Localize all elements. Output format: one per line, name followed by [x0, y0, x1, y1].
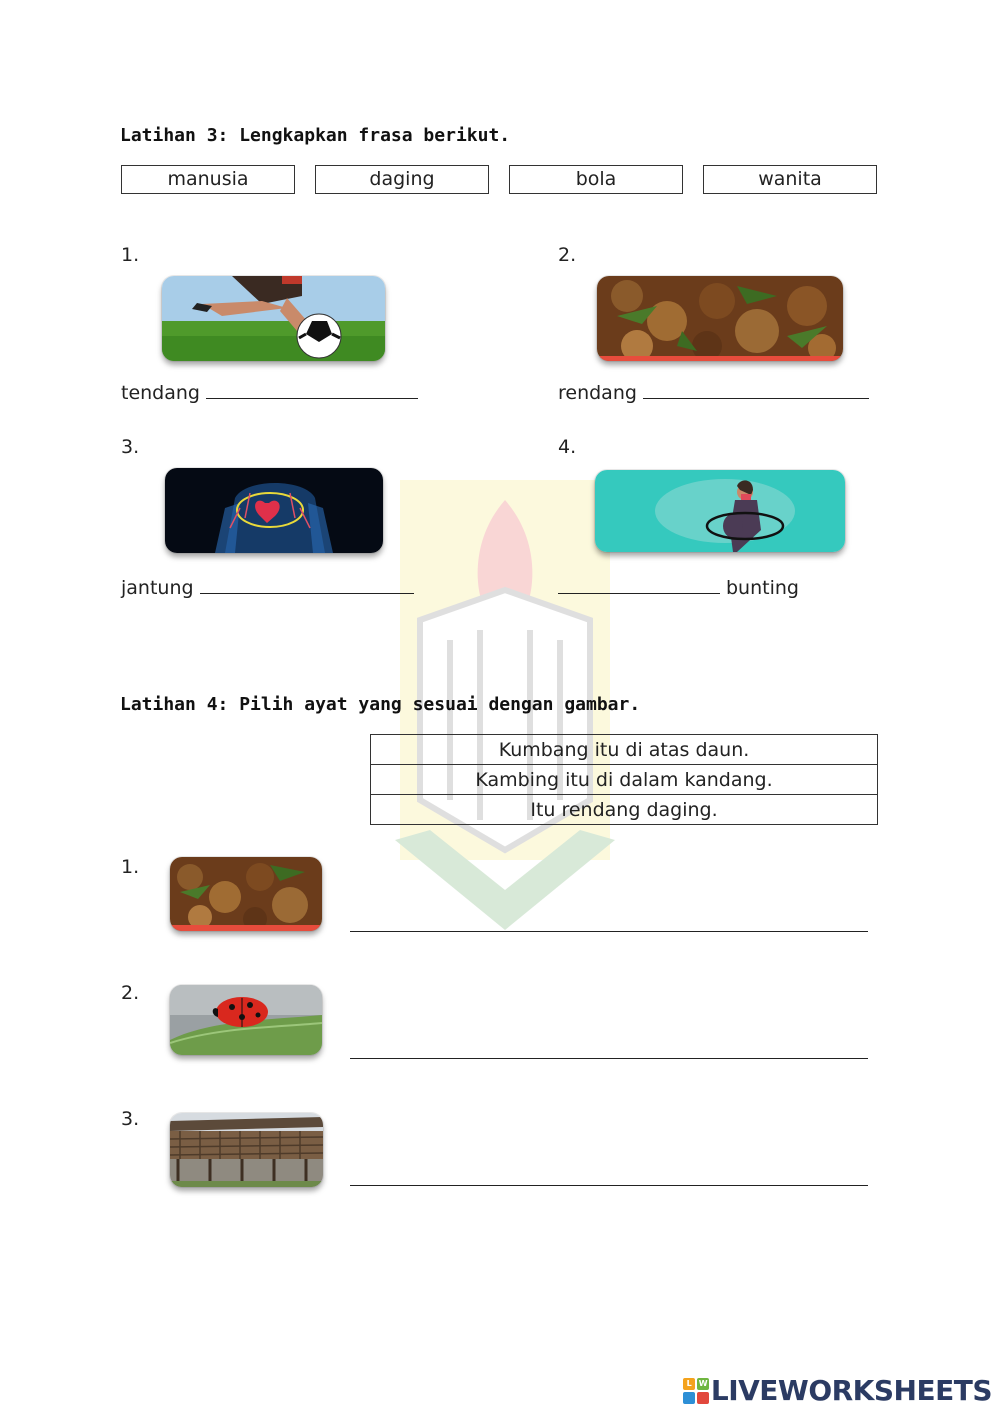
soccer-kick-image: [162, 276, 385, 361]
brand-name: LIVEWORKSHEETS: [710, 1374, 992, 1407]
liveworksheets-logo: [683, 1374, 992, 1407]
word-bank-bola[interactable]: bola: [509, 165, 683, 194]
item-number: 4.: [558, 436, 577, 458]
item-number: 1.: [121, 244, 140, 266]
item-number: 2.: [558, 244, 577, 266]
phrase-item-4: [558, 575, 799, 599]
phrase-prefix: jantung: [121, 577, 194, 599]
answer-blank[interactable]: [200, 575, 414, 594]
item-number: 3.: [121, 1108, 140, 1130]
phrase-item-2: [558, 380, 869, 404]
sentence-option[interactable]: Kambing itu di dalam kandang.: [371, 765, 878, 795]
answer-blank[interactable]: [558, 575, 720, 594]
answer-blank[interactable]: [643, 380, 869, 399]
answer-line[interactable]: [350, 1185, 868, 1186]
sentence-options-table: [370, 734, 878, 825]
word-bank-daging[interactable]: daging: [315, 165, 489, 194]
sentence-option[interactable]: Itu rendang daging.: [371, 795, 878, 825]
answer-blank[interactable]: [206, 380, 418, 399]
latihan3-heading: Latihan 3: Lengkapkan frasa berikut.: [120, 125, 511, 146]
phrase-prefix: tendang: [121, 382, 200, 404]
item-number: 2.: [121, 982, 140, 1004]
phrase-item-3: [121, 575, 414, 599]
goat-shed-image: [170, 1113, 323, 1187]
answer-line[interactable]: [350, 931, 868, 932]
liveworksheets-icon: L W: [683, 1378, 709, 1404]
latihan4-heading: Latihan 4: Pilih ayat yang sesuai dengan gambar.: [120, 694, 641, 715]
answer-line[interactable]: [350, 1058, 868, 1059]
human-heart-image: [165, 468, 383, 553]
rendang-dish-image: [597, 276, 843, 361]
pregnant-woman-image: [595, 470, 845, 552]
item-number: 1.: [121, 856, 140, 878]
word-bank-wanita[interactable]: wanita: [703, 165, 877, 194]
ladybug-leaf-image: [170, 985, 322, 1055]
item-number: 3.: [121, 436, 140, 458]
word-bank-manusia[interactable]: manusia: [121, 165, 295, 194]
phrase-item-1: [121, 380, 418, 404]
phrase-prefix: rendang: [558, 382, 637, 404]
sentence-option[interactable]: Kumbang itu di atas daun.: [371, 735, 878, 765]
rendang-dish-image: [170, 857, 322, 931]
phrase-suffix: bunting: [726, 577, 799, 599]
